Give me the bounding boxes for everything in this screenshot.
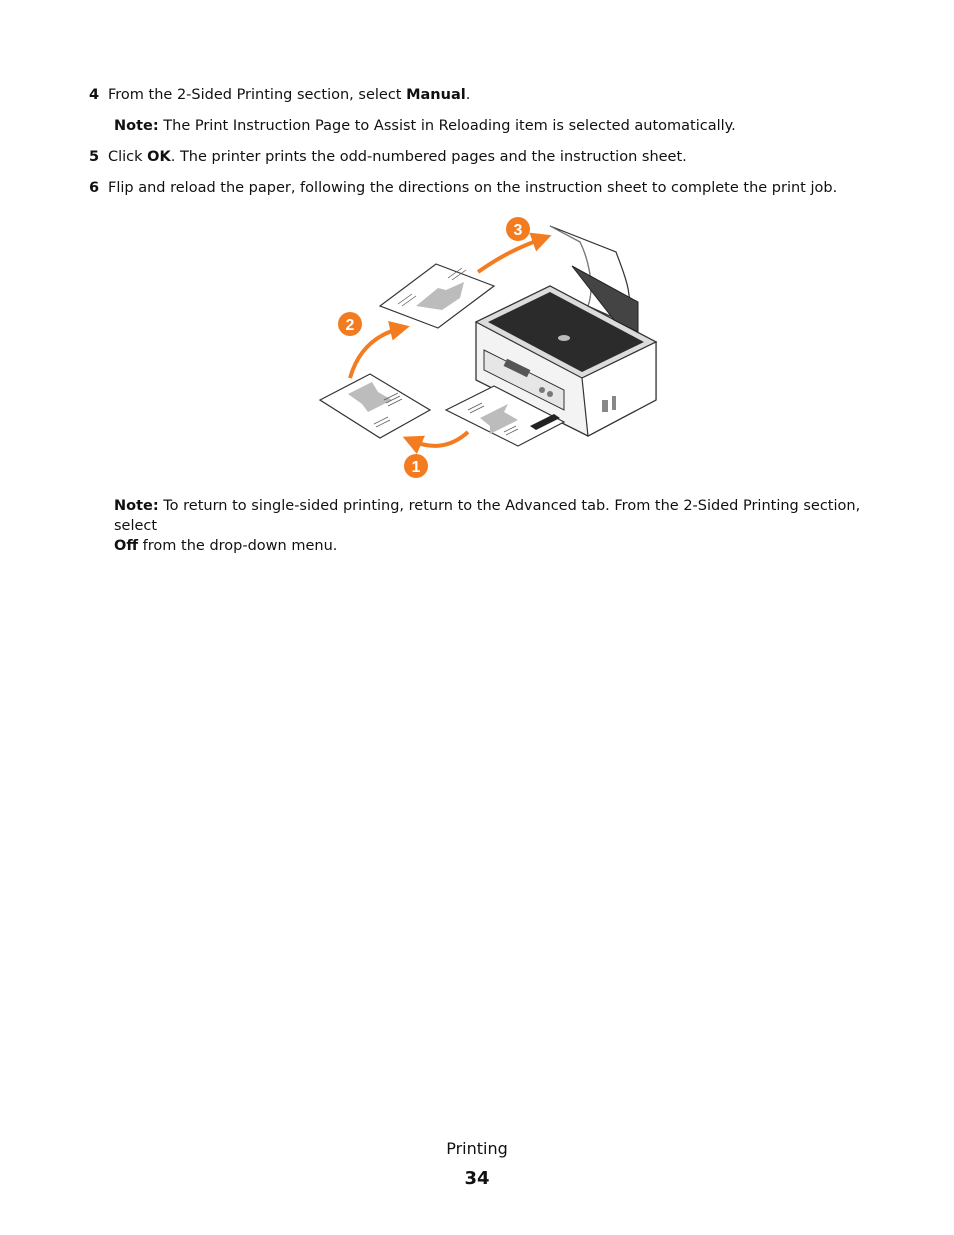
step-5-pre: Click [108,149,148,165]
step-number-6: 6 [89,180,100,196]
callout-2 [338,312,362,336]
step-4-bold: Manual [406,87,466,103]
step-4-note [114,116,736,136]
step-4-note-text: The Print Instruction Page to Assist in Reloading item is selected automatically. [158,118,736,134]
sheet-step-1 [320,374,430,438]
bottom-note-text-2: from the drop-down menu. [138,538,338,554]
return-single-sided-note [114,496,874,556]
bottom-note-text-1: To return to single-sided printing, return to the Advanced tab. From the 2-Sided Printing section, select [114,498,861,534]
arrow-step-1 [410,432,468,446]
page-number: 34 [464,1168,490,1189]
step-4-text [108,85,470,105]
step-4-note-label: Note: [114,118,159,134]
step-6-text: Flip and reload the paper, following the directions on the instruction sheet to complete the print job. [108,180,838,196]
arrow-step-3 [478,238,544,272]
sheet-step-2 [380,264,494,328]
logo-mark [558,335,570,341]
callout-3 [506,217,530,241]
svg-text:2: 2 [345,317,355,334]
bottom-note-bold: Off [114,538,139,554]
step-5-bold: OK [147,149,171,165]
bottom-note-label: Note: [114,498,159,514]
step-5-text [108,147,687,167]
printer-duplex-illustration [318,214,662,480]
footer-section-title: Printing [446,1139,508,1158]
svg-text:1: 1 [411,459,421,476]
svg-text:3: 3 [513,222,523,239]
step-number-4: 4 [89,87,100,103]
control-button [547,391,553,397]
step-4-post: . [465,87,471,103]
arrow-step-2 [350,328,402,378]
card-slot-2 [612,396,616,410]
card-slot-1 [602,400,608,412]
control-button [539,387,545,393]
step-number-5: 5 [89,149,100,165]
step-5-post: . The printer prints the odd-numbered pages and the instruction sheet. [170,149,687,165]
callout-1 [404,454,428,478]
step-4-pre: From the 2-Sided Printing section, select [108,87,407,103]
